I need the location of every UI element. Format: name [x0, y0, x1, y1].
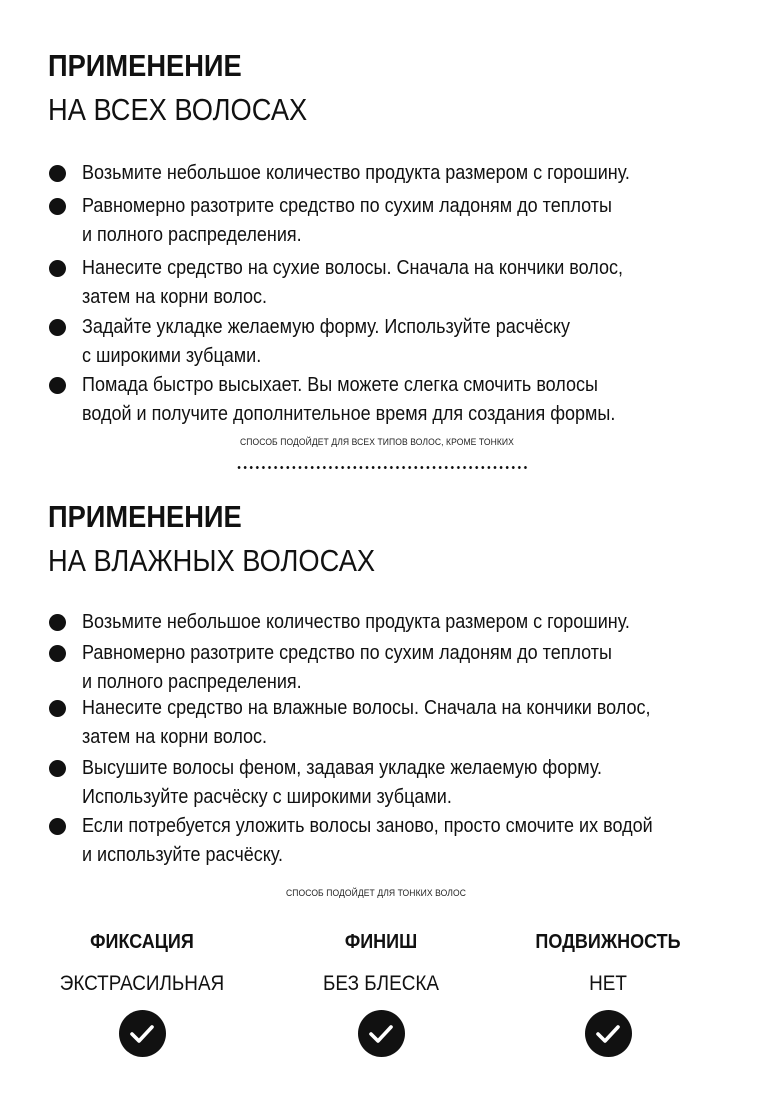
property-value: ЭКСТРАСИЛЬНАЯ [59, 972, 225, 995]
bullet-icon [49, 818, 66, 835]
step-line: затем на корни волос. [82, 286, 268, 308]
step-line: водой и получите дополнительное время для создания формы. [82, 403, 616, 425]
property-finish [261, 928, 501, 1057]
step-line: Возьмите небольшое количество продукта размером с горошину. [82, 611, 630, 633]
step-line: Задайте укладке желаемую форму. Используйте расчёску [82, 316, 570, 338]
step-item [48, 371, 728, 429]
step-item [48, 159, 728, 188]
property-value: БЕЗ БЛЕСКА [323, 972, 439, 995]
section-all-hair [48, 48, 728, 429]
bullet-icon [49, 260, 66, 277]
section-title-light: НА ВЛАЖНЫХ ВОЛОСАХ [48, 543, 376, 578]
section-title-bold: ПРИМЕНЕНИЕ [48, 499, 242, 534]
step-line: и используйте расчёску. [82, 844, 284, 866]
step-line: Нанесите средство на сухие волосы. Сначала на кончики волос, [82, 257, 623, 279]
bullet-icon [49, 614, 66, 631]
bullet-icon [49, 165, 66, 182]
step-item [48, 812, 728, 870]
step-item [48, 608, 728, 637]
bullet-icon [49, 377, 66, 394]
property-mobility [488, 928, 728, 1057]
step-line: и полного распределения. [82, 671, 302, 693]
property-hold [22, 928, 262, 1057]
step-line: Равномерно разотрите средство по сухим ладоням до теплоты [82, 642, 612, 664]
step-line: Помада быстро высыхает. Вы можете слегка смочить волосы [82, 374, 598, 396]
section-wet-hair [48, 499, 728, 870]
bullet-icon [49, 645, 66, 662]
steps-list [48, 159, 728, 429]
step-item [48, 694, 728, 752]
step-line: Возьмите небольшое количество продукта размером с горошину. [82, 162, 630, 184]
section-title-light: НА ВСЕХ ВОЛОСАХ [48, 92, 308, 127]
section-note: СПОСОБ ПОДОЙДЕТ ДЛЯ ТОНКИХ ВОЛОС [286, 888, 466, 899]
step-item [48, 639, 728, 697]
property-value: НЕТ [589, 972, 627, 995]
check-icon [119, 1010, 166, 1057]
property-title: ФИКСАЦИЯ [90, 931, 194, 953]
step-item [48, 192, 728, 250]
section-note: СПОСОБ ПОДОЙДЕТ ДЛЯ ВСЕХ ТИПОВ ВОЛОС, КРОМЕ ТОНКИХ [240, 437, 514, 448]
step-line: Равномерно разотрите средство по сухим ладоням до теплоты [82, 195, 612, 217]
step-item [48, 254, 728, 312]
bullet-icon [49, 198, 66, 215]
dotted-divider [236, 466, 528, 469]
step-item [48, 754, 728, 812]
step-line: Нанесите средство на влажные волосы. Сначала на кончики волос, [82, 697, 651, 719]
check-icon [585, 1010, 632, 1057]
step-line: затем на корни волос. [82, 726, 268, 748]
check-icon [358, 1010, 405, 1057]
step-line: Если потребуется уложить волосы заново, просто смочите их водой [82, 815, 653, 837]
bullet-icon [49, 760, 66, 777]
product-properties [0, 928, 762, 1078]
step-line: и полного распределения. [82, 224, 302, 246]
bullet-icon [49, 319, 66, 336]
step-item [48, 313, 728, 371]
property-title: ФИНИШ [344, 931, 418, 953]
section-title-bold: ПРИМЕНЕНИЕ [48, 48, 242, 83]
bullet-icon [49, 700, 66, 717]
steps-list [48, 608, 728, 870]
property-title: ПОДВИЖНОСТЬ [535, 931, 681, 953]
step-line: Высушите волосы феном, задавая укладке желаемую форму. [82, 757, 603, 779]
step-line: Используйте расчёску с широкими зубцами. [82, 786, 452, 808]
step-line: с широкими зубцами. [82, 345, 262, 367]
